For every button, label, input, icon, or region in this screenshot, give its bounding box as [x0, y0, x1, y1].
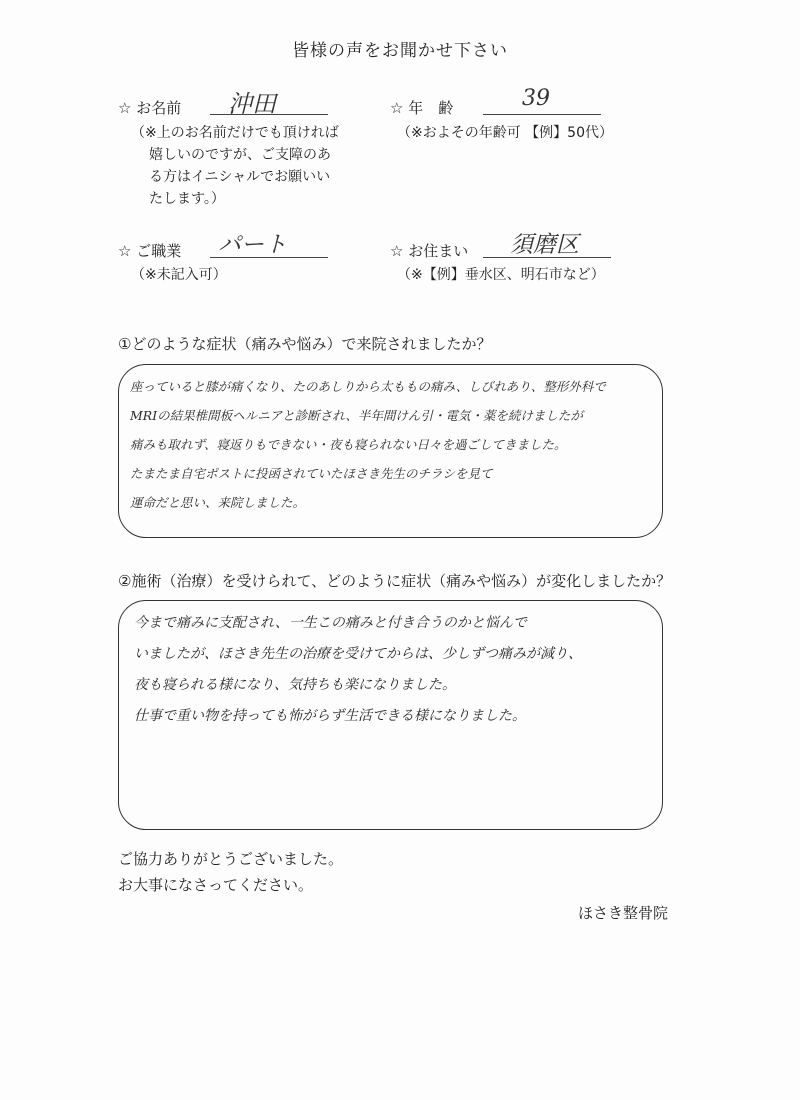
residence-underline: [483, 257, 611, 258]
answer-line: いましたが、ほさき先生の治療を受けてからは、少しずつ痛みが減り、: [134, 646, 582, 662]
closing-line: ご協力ありがとうございました。: [118, 850, 344, 868]
answer-line: 仕事で重い物を持っても怖がらず生活できる様になりました。: [134, 708, 526, 724]
question-2-answer: [134, 608, 582, 732]
closing-line: お大事になさってください。: [118, 876, 314, 894]
answer-line: 今まで痛みに支配され、一生この痛みと付き合うのかと悩んで: [134, 615, 527, 631]
age-note: （※およその年齢可 【例】50代）: [397, 125, 613, 141]
name-note: [131, 122, 339, 210]
answer-line: 痛みも取れず、寝返りもできない・夜も寝られない日々を過ごしてきました。: [130, 437, 567, 452]
name-note-line: る方はイニシャルでお願いい: [149, 169, 331, 185]
answer-line: 運命だと思い、来院しました。: [130, 495, 306, 510]
occupation-value: パート: [218, 232, 287, 258]
form-title: 皆様の声をお聞かせ下さい: [292, 41, 508, 61]
age-label: ☆ 年 齢: [390, 99, 454, 117]
age-underline: [483, 114, 601, 115]
answer-line: 座っていると膝が痛くなり、たのあしりから太ももの痛み、しびれあり、整形外科で: [130, 379, 606, 394]
occupation-note: （※未記入可）: [131, 267, 227, 283]
question-1-text: ①どのような症状（痛みや悩み）で来院されましたか？: [118, 335, 492, 353]
answer-line: 夜も寝られる様になり、気持ちも楽になりました。: [134, 677, 456, 693]
name-label: ☆ お名前: [118, 99, 182, 117]
name-underline: [210, 114, 328, 115]
occupation-label: ☆ ご職業: [118, 242, 182, 260]
residence-label: ☆ お住まい: [390, 242, 469, 260]
clinic-name: ほさき整骨院: [578, 904, 669, 922]
name-note-line: たします。）: [149, 191, 225, 207]
answer-line: MRIの結果椎間板ヘルニアと診断され、半年間けん引・電気・薬を続けましたが: [130, 408, 583, 423]
answer-line: たまたま自宅ポストに投函されていたほさき先生のチラシを見て: [130, 466, 493, 481]
residence-note: （※【例】垂水区、明石市など）: [397, 267, 605, 283]
name-value: 沖田: [228, 90, 276, 118]
occupation-underline: [210, 257, 328, 258]
residence-value: 須磨区: [510, 232, 579, 258]
name-note-line: （※上のお名前だけでも頂ければ: [131, 125, 339, 141]
age-value: 39: [522, 86, 550, 111]
closing-message: [118, 846, 343, 898]
question-1-answer: [130, 372, 606, 517]
question-2-text: ②施術（治療）を受けられて、どのように症状（痛みや悩み）が変化しましたか？: [118, 572, 672, 590]
name-note-line: 嬉しいのですが、ご支障のあ: [149, 147, 331, 163]
